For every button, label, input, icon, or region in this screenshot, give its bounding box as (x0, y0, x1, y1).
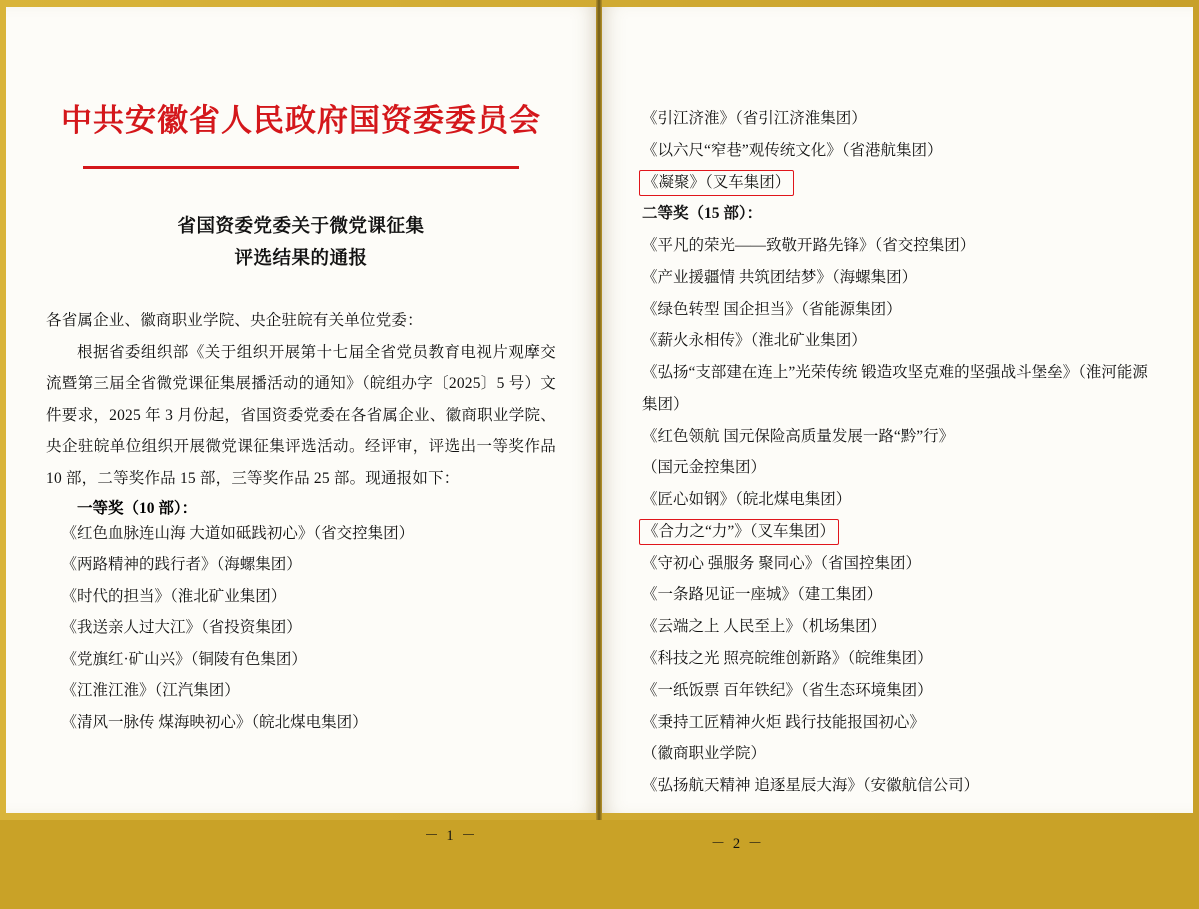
list-item: 《引江济淮》（省引江济淮集团） (642, 110, 867, 127)
list-item: 《弘扬航天精神 追逐星辰大海》（安徽航信公司） (642, 777, 980, 795)
list-item: 《科技之光 照亮皖维创新路》（皖维集团） (642, 650, 933, 668)
list-item: 《两路精神的践行者》（海螺集团） (61, 556, 302, 574)
list-item-highlighted (642, 516, 1153, 548)
masthead (46, 95, 556, 169)
doc-title-line-2: 评选结果的通报 (234, 248, 368, 269)
list-item: 《一纸饭票 百年铁纪》（省生态环境集团） (642, 681, 933, 699)
list-item: 《我送亲人过大江》（省投资集团） (61, 619, 302, 637)
second-prize-heading: 二等奖（15 部）： (642, 205, 763, 223)
doc-title-line-1: 省国资委党委关于微党课征集 (177, 216, 425, 237)
body-text (46, 305, 556, 494)
list-item: 《弘扬“支部建在连上”光荣传统 锻造攻坚克难的坚强战斗堡垒》（淮河能源集团） (642, 364, 1148, 413)
list-item: 《产业援疆情 共筑团结梦》（海螺集团） (642, 268, 918, 286)
list-item: （徽商职业学院） (642, 745, 767, 763)
list-item: 《红色领航 国元保险高质量发展一路“黔”行》 (642, 427, 955, 445)
first-prize-list (46, 518, 556, 738)
list-item: 《平凡的荣光——致敬开路先锋》（省交控集团） (642, 237, 976, 255)
list-item: 《一条路见证一座城》（建工集团） (642, 586, 883, 604)
list-item: 《秉持工匠精神火炬 践行技能报国初心》 (642, 713, 925, 731)
page-number-left: － 1 － (424, 828, 478, 844)
highlight-box: 《合力之“力”》（叉车集团） (639, 519, 839, 545)
list-item: 《以六尺“窄巷”观传统文化》（省港航集团） (642, 141, 943, 159)
list-item: 《绿色转型 国企担当》（省能源集团） (642, 300, 902, 318)
page-number-right: － 2 － (710, 836, 765, 852)
masthead-rule (83, 166, 519, 169)
document-page-right (602, 7, 1193, 852)
list-item: 《党旗红·矿山兴》（铜陵有色集团） (61, 650, 307, 668)
salutation: 各省属企业、徽商职业学院、央企驻皖有关单位党委： (46, 312, 423, 330)
right-page-body (642, 103, 1153, 802)
list-item: 《匠心如钢》（皖北煤电集团） (642, 491, 852, 509)
highlight-box: 《凝聚》（叉车集团） (639, 170, 794, 196)
list-item: 《清风一脉传 煤海映初心》（皖北煤电集团） (61, 713, 368, 731)
body-paragraph-1: 根据省委组织部《关于组织开展第十七届全省党员教育电视片观摩交流暨第三届全省微党课征集展播活动的通知》（皖组办字〔2025〕5 号）文件要求，2025 年 3 月份起，省国资委党委在各省属企业、徽商职业学院、央企驻皖单位组织开展微党课征集评选活动。经评审，评选出一等奖作品 10 部，二等奖作品 15 部，三等奖作品 25 部。现通报如下： (46, 343, 556, 487)
first-prize-heading: 一等奖（10 部）： (77, 499, 198, 517)
list-item: 《江淮江淮》（江汽集团） (61, 682, 240, 700)
document-page-left (6, 7, 596, 844)
list-item-highlighted (642, 167, 1153, 199)
list-item: 《守初心 强服务 聚同心》（省国控集团） (642, 554, 922, 572)
page-title (46, 211, 556, 276)
list-item: 《云端之上 人民至上》（机场集团） (642, 618, 887, 636)
list-item: 《时代的担当》（淮北矿业集团） (61, 587, 287, 605)
list-item: （国元金控集团） (642, 459, 767, 477)
list-item: 《薪火永相传》（淮北矿业集团） (642, 332, 867, 350)
list-item: 《红色血脉连山海 大道如砥践初心》（省交控集团） (61, 524, 415, 542)
masthead-title: 中共安徽省人民政府国资委委员会 (61, 103, 541, 138)
